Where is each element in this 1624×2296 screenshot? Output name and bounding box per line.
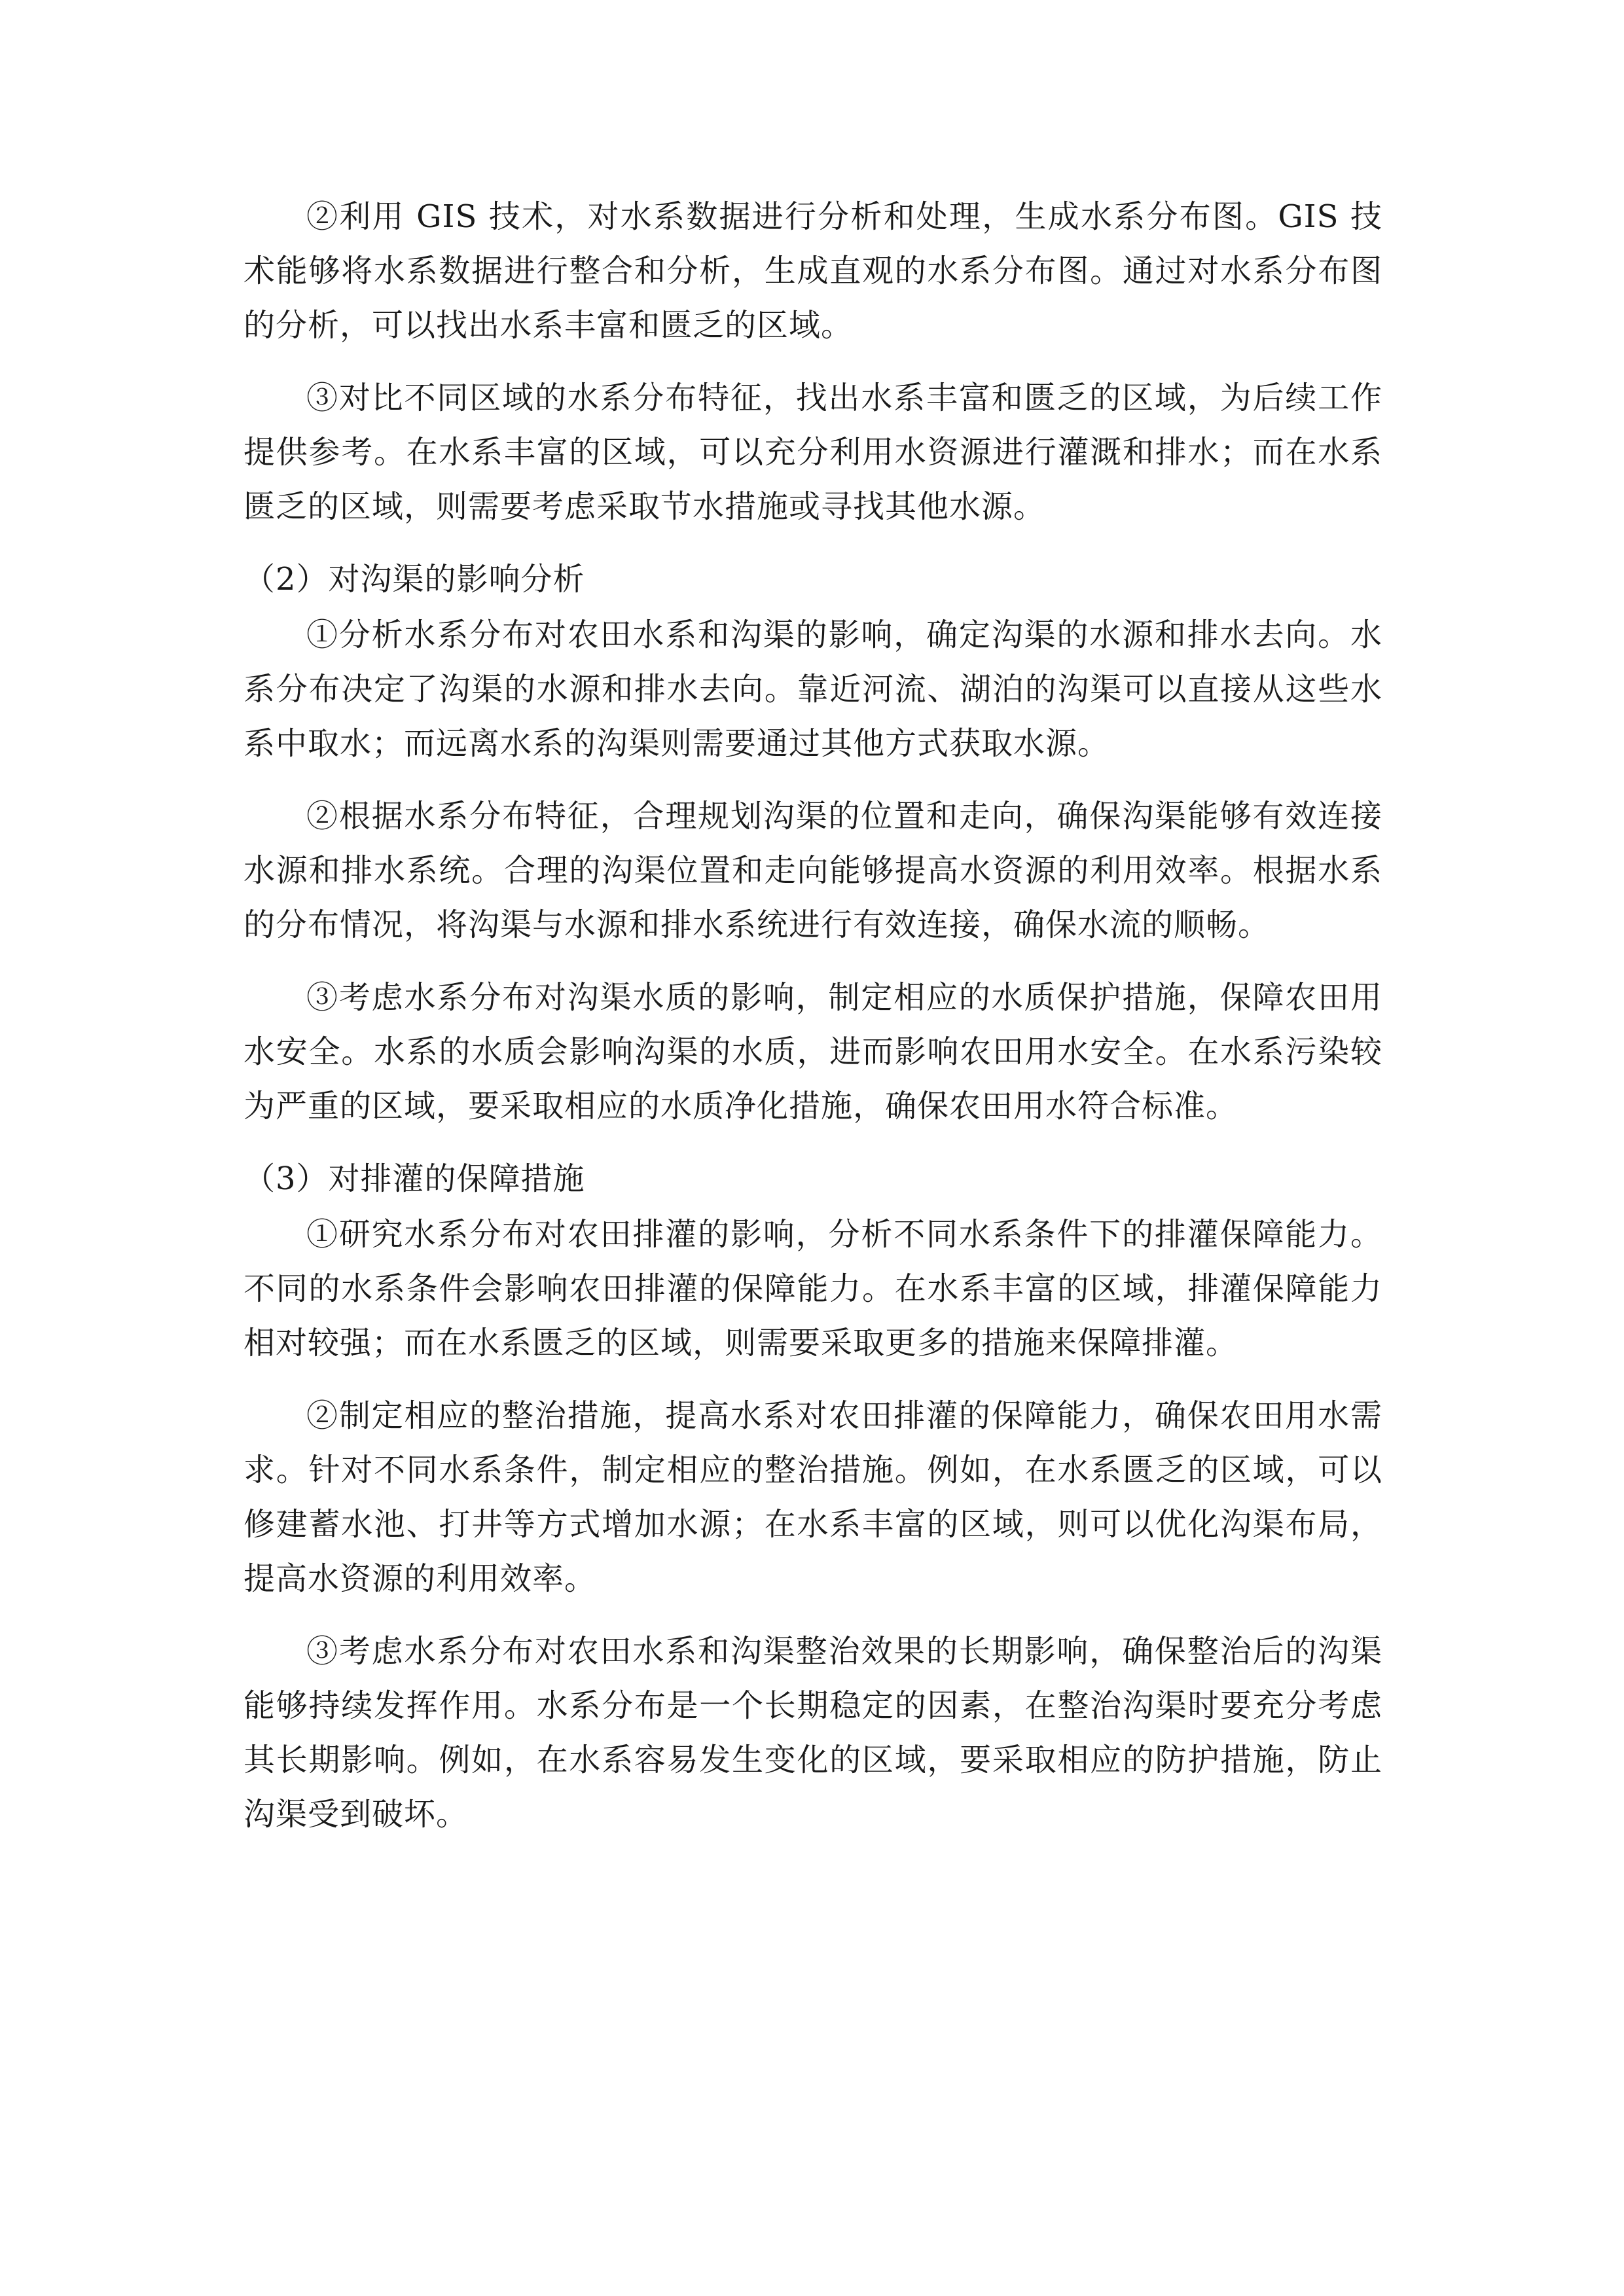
paragraph-long-term-impact: ③考虑水系分布对农田水系和沟渠整治效果的长期影响，确保整治后的沟渠能够持续发挥作用。水系分布是一个长期稳定的因素，在整治沟渠时要充分考虑其长期影响。例如，在水系容易发生变化的区域，要采取相应的防护措施，防止沟渠受到破坏。 — [244, 1633, 1382, 1833]
paragraph-remediation-measures: ②制定相应的整治措施，提高水系对农田排灌的保障能力，确保农田用水需求。针对不同水系条件，制定相应的整治措施。例如，在水系匮乏的区域，可以修建蓄水池、打井等方式增加水源；在水系丰富的区域，则可以优化沟渠布局，提高水资源的利用效率。 — [244, 1397, 1382, 1597]
paragraph-irrigation-impact: ①研究水系分布对农田排灌的影响，分析不同水系条件下的排灌保障能力。不同的水系条件会影响农田排灌的保障能力。在水系丰富的区域，排灌保障能力相对较强；而在水系匮乏的区域，则需要采取更多的措施来保障排灌。 — [244, 1216, 1382, 1361]
paragraph-gis-analysis: ②利用 GIS 技术，对水系数据进行分析和处理，生成水系分布图。GIS 技术能够将水系数据进行整合和分析，生成直观的水系分布图。通过对水系分布图的分析，可以找出水系丰富和匮乏的区域。 — [244, 198, 1382, 344]
paragraph-ditch-planning: ②根据水系分布特征，合理规划沟渠的位置和走向，确保沟渠能够有效连接水源和排水系统。合理的沟渠位置和走向能够提高水资源的利用效率。根据水系的分布情况，将沟渠与水源和排水系统进行有效连接，确保水流的顺畅。 — [244, 798, 1382, 943]
paragraph-ditch-water-quality: ③考虑水系分布对沟渠水质的影响，制定相应的水质保护措施，保障农田用水安全。水系的水质会影响沟渠的水质，进而影响农田用水安全。在水系污染较为严重的区域，要采取相应的水质净化措施，确保农田用水符合标准。 — [244, 979, 1382, 1124]
section-heading-irrigation-measures: （3）对排灌的保障措施 — [244, 1160, 585, 1197]
paragraph-ditch-source: ①分析水系分布对农田水系和沟渠的影响，确定沟渠的水源和排水去向。水系分布决定了沟渠的水源和排水去向。靠近河流、湖泊的沟渠可以直接从这些水系中取水；而远离水系的沟渠则需要通过其他方式获取水源。 — [244, 617, 1382, 762]
document-body — [244, 190, 1382, 1860]
paragraph-compare-regions: ③对比不同区域的水系分布特征，找出水系丰富和匮乏的区域，为后续工作提供参考。在水系丰富的区域，可以充分利用水资源进行灌溉和排水；而在水系匮乏的区域，则需要考虑采取节水措施或寻找其他水源。 — [244, 380, 1382, 525]
section-heading-ditch-impact: （2）对沟渠的影响分析 — [244, 561, 585, 598]
